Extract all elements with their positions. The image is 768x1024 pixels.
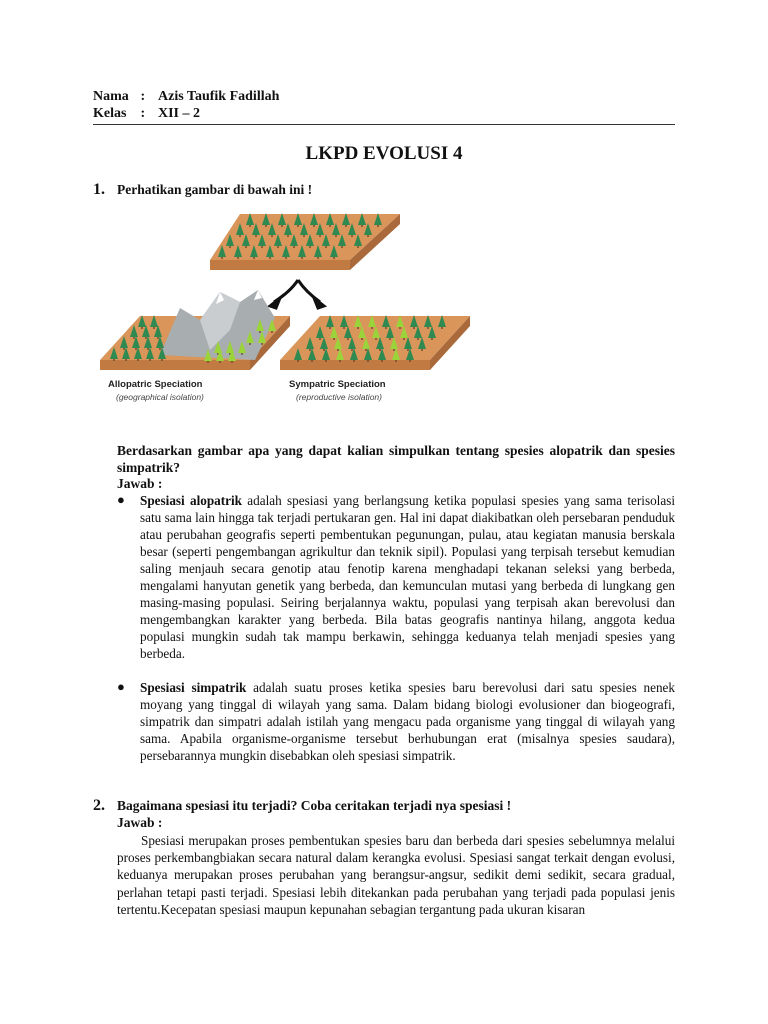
q1-bullet-sympatric: [140, 679, 675, 764]
name-separator: :: [140, 89, 146, 104]
header-divider: [93, 124, 675, 125]
name-value: Azis Taufik Fadillah: [158, 89, 280, 104]
page-title: LKPD EVOLUSI 4: [305, 143, 463, 164]
allopatric-subcaption: (geographical isolation): [116, 392, 204, 402]
q2-answer-text: Spesiasi merupakan proses pembentukan spesies baru dan berbeda dari spesies sebelumnya melalui proses perkembangbiakan secara natural dalam kerangka evolusi. Spesiasi sangat terkait dengan evolusi, keduanya merupakan proses perubahan yang berangsur-angsur, sedikit demi sedikit, secara gradual, perlahan tetapi pasti terjadi. Spesiasi lebih ditekankan pada perubahan yang terjadi pada populasi jenis tertentu.Kecepatan spesiasi maupun kepunahan sebagian tergantung pada ukuran kisaran: [117, 833, 675, 917]
q2-answer-label: Jawab :: [117, 815, 163, 830]
sympatric-subcaption: (reproductive isolation): [296, 392, 382, 402]
allopatric-description: adalah spesiasi yang berlangsung ketika populasi spesies yang sama terisolasi satu sama lain hingga tak terjadi pertukaran gen. Hal ini dapat diakibatkan oleh persebaran penduduk atau perubahan geografis seperti pembentukan pegunungan, pulau, atau kegiatan manusia berskala besar (seperti pengembangan agrikultur dan teknik sipil). Populasi yang terpisah tersebut kemudian saling menjauh secara genotip atau fenotip karena menghadapi tekanan seleksi yang berbeda, mengalami hanyutan genetik yang berbeda, dan kemunculan mutasi yang berbeda di lungkang gen masing-masing populasi. Seiring berjalannya waktu, populasi yang terpisah akan berevolusi dan mengembangkan karakter yang berbeda. Bila batas geografis nantinya hilang, anggota kedua populasi mungkin sudah tak mampu berkawin, sehingga keduanya telah menjadi spesies yang berbeda.: [140, 493, 675, 661]
bullet-dot: ●: [117, 492, 125, 507]
q2-number: 2.: [93, 797, 105, 814]
class-separator: :: [140, 106, 146, 121]
student-name-row: [93, 88, 279, 106]
sympatric-caption: Sympatric Speciation: [289, 379, 386, 390]
q2-prompt: Bagaimana spesiasi itu terjadi? Coba ceritakan terjadi nya spesiasi !: [117, 798, 512, 813]
student-class-row: [93, 105, 200, 123]
allopatric-plate: [100, 290, 290, 370]
q1-bullet-allopatric: [140, 492, 675, 662]
term-allopatric: Spesiasi alopatrik: [140, 493, 243, 508]
name-label: Nama: [93, 89, 129, 104]
term-sympatric: Spesiasi simpatrik: [140, 680, 247, 695]
class-value: XII – 2: [158, 106, 201, 121]
bullet-dot: ●: [117, 679, 125, 694]
q1-question-text: Berdasarkan gambar apa yang dapat kalian simpulkan tentang spesies alopatrik dan spesies simpatrik?: [117, 443, 675, 475]
q1-answer-label: Jawab :: [117, 476, 163, 491]
q1-number: 1.: [93, 181, 105, 198]
q1-question: [117, 442, 675, 476]
sympatric-plate: [280, 315, 470, 370]
q2-answer: [117, 832, 675, 918]
class-label: Kelas: [93, 106, 127, 121]
allopatric-caption: Allopatric Speciation: [108, 379, 203, 390]
split-arrows: [270, 280, 324, 308]
q1-prompt: Perhatikan gambar di bawah ini !: [117, 182, 313, 197]
original-population-plate: [210, 213, 400, 270]
sympatric-description: adalah suatu proses ketika spesies baru berevolusi dari satu spesies nenek moyang yang tinggal di wilayah yang sama. Dalam bidang biologi evolusioner dan biogeografi, simpatrik dan simpatri adalah istilah yang mengacu pada organisme yang tinggal di wilayah yang sama. Apabila organisme-organisme tersebut berhubungan erat (misalnya spesies saudara), persebarannya mungkin disebabkan oleh spesiasi simpatrik.: [140, 680, 675, 763]
